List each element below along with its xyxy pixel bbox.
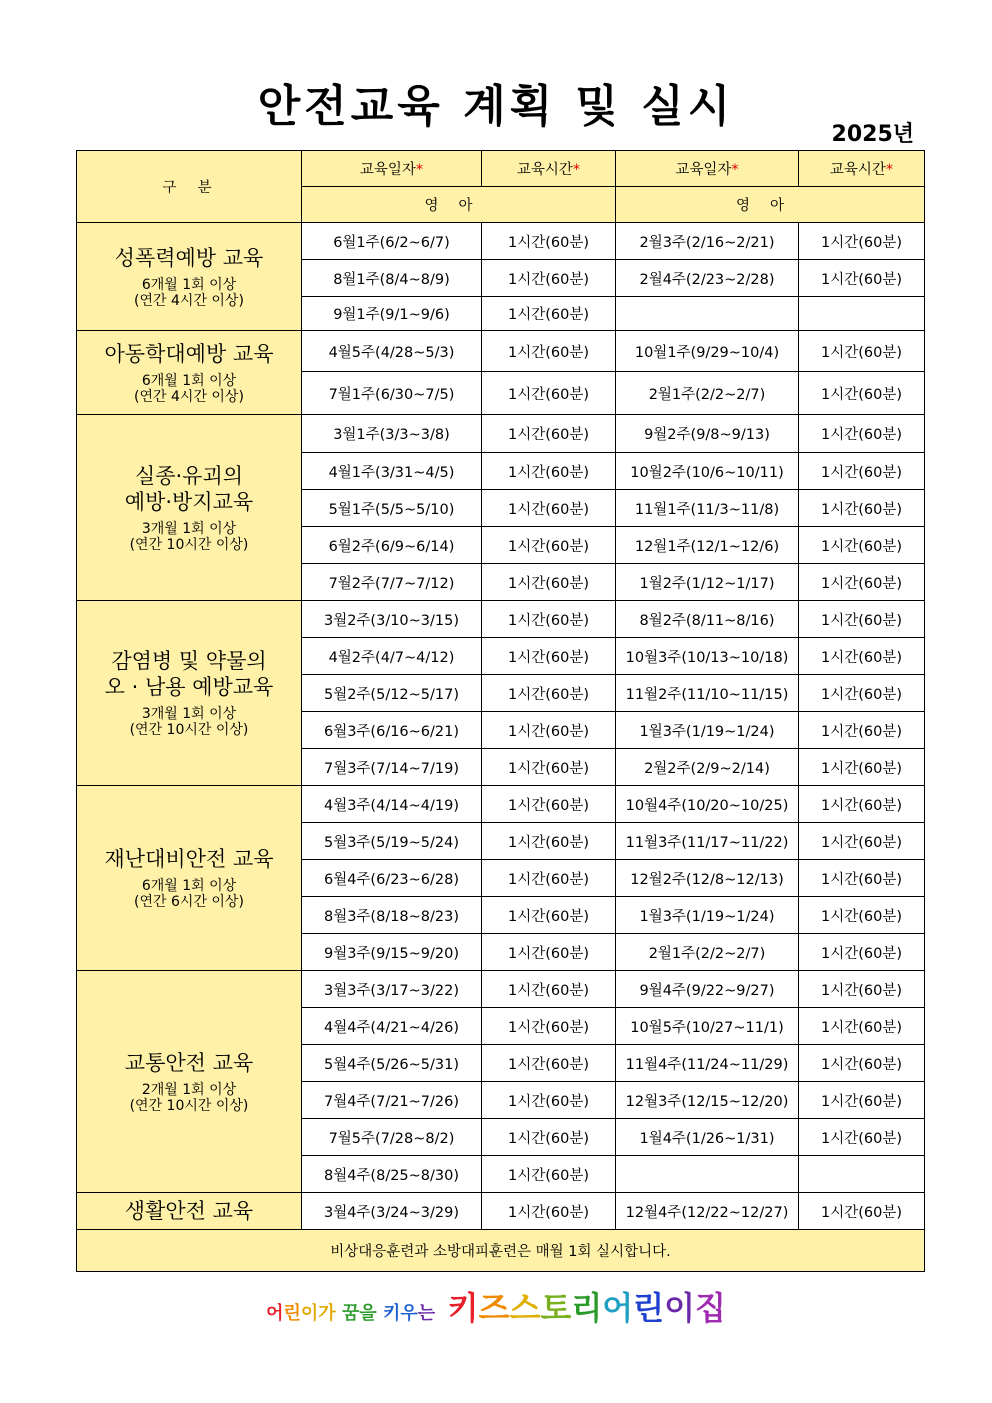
header-date-2: 교육일자*	[616, 151, 799, 187]
category-cell	[77, 971, 302, 1193]
category-name: 교통안전 교육	[124, 1050, 254, 1075]
time-cell: 1시간(60분)	[482, 823, 616, 860]
date-cell: 5월2주(5/12~5/17)	[302, 675, 482, 712]
date-cell: 10월5주(10/27~11/1)	[616, 1008, 799, 1045]
date-cell: 6월4주(6/23~6/28)	[302, 860, 482, 897]
time-cell: 1시간(60분)	[799, 1193, 925, 1230]
time-cell: 1시간(60분)	[482, 1119, 616, 1156]
category-annual-hours: (연간 10시간 이상)	[129, 536, 249, 553]
date-cell: 10월4주(10/20~10/25)	[616, 786, 799, 823]
date-cell: 1월4주(1/26~1/31)	[616, 1119, 799, 1156]
category-annual-hours: (연간 10시간 이상)	[129, 1097, 249, 1114]
time-cell: 1시간(60분)	[482, 527, 616, 564]
year-label: 2025년	[831, 122, 914, 147]
date-cell: 4월3주(4/14~4/19)	[302, 786, 482, 823]
header-time-1: 교육시간*	[482, 151, 616, 187]
date-cell: 1월3주(1/19~1/24)	[616, 897, 799, 934]
time-cell: 1시간(60분)	[799, 1082, 925, 1119]
time-cell: 1시간(60분)	[799, 786, 925, 823]
header-category: 구 분	[77, 151, 302, 223]
category-name: 아동학대예방 교육	[104, 341, 274, 366]
time-cell: 1시간(60분)	[799, 897, 925, 934]
date-cell: 7월2주(7/7~7/12)	[302, 564, 482, 601]
time-cell: 1시간(60분)	[799, 1008, 925, 1045]
date-cell: 12월2주(12/8~12/13)	[616, 860, 799, 897]
slogan-char: 는	[417, 1303, 448, 1324]
slogan-char: 이	[300, 1303, 319, 1324]
time-cell: 1시간(60분)	[482, 675, 616, 712]
slogan-char: 린	[283, 1303, 301, 1324]
slogan-char: 즈	[478, 1289, 510, 1327]
table-row	[77, 415, 925, 453]
time-cell	[799, 297, 925, 331]
category-frequency: 6개월 1회 이상	[141, 878, 237, 894]
time-cell: 1시간(60분)	[799, 1045, 925, 1082]
date-cell: 11월1주(11/3~11/8)	[616, 490, 799, 527]
date-cell: 8월3주(8/18~8/23)	[302, 897, 482, 934]
time-cell: 1시간(60분)	[482, 1045, 616, 1082]
date-cell: 10월3주(10/13~10/18)	[616, 638, 799, 675]
category-name: 재난대비안전 교육	[104, 847, 274, 871]
time-cell: 1시간(60분)	[482, 1193, 616, 1230]
category-name: 실종·유괴의	[134, 463, 244, 488]
date-cell: 12월4주(12/22~12/27)	[616, 1193, 799, 1230]
table-row	[77, 1193, 925, 1230]
category-frequency: 6개월 1회 이상	[141, 276, 237, 293]
category-frequency: 3개월 1회 이상	[141, 706, 237, 722]
slogan-char: 어	[602, 1289, 634, 1327]
category-annual-hours: (연간 4시간 이상)	[134, 292, 244, 309]
time-cell: 1시간(60분)	[482, 860, 616, 897]
time-cell: 1시간(60분)	[482, 453, 616, 490]
date-cell: 9월2주(9/8~9/13)	[616, 415, 799, 453]
date-cell: 1월3주(1/19~1/24)	[616, 712, 799, 749]
date-cell: 1월2주(1/12~1/17)	[616, 564, 799, 601]
slogan-char: 키	[382, 1303, 401, 1324]
time-cell: 1시간(60분)	[482, 297, 616, 331]
date-cell: 4월5주(4/28~5/3)	[302, 331, 482, 372]
time-cell: 1시간(60분)	[482, 749, 616, 786]
time-cell: 1시간(60분)	[799, 1119, 925, 1156]
time-cell: 1시간(60분)	[799, 712, 925, 749]
date-cell: 3월3주(3/17~3/22)	[302, 971, 482, 1008]
time-cell	[799, 1156, 925, 1193]
date-cell	[616, 1156, 799, 1193]
header-date-1: 교육일자*	[302, 151, 482, 187]
category-name-line2: 예방·방지교육	[124, 489, 254, 514]
date-cell: 6월1주(6/2~6/7)	[302, 223, 482, 260]
time-cell: 1시간(60분)	[482, 934, 616, 971]
slogan-char: 스	[509, 1289, 541, 1327]
header-group-1: 영아	[302, 187, 616, 223]
date-cell: 4월1주(3/31~4/5)	[302, 453, 482, 490]
date-cell: 11월3주(11/17~11/22)	[616, 823, 799, 860]
date-cell: 5월4주(5/26~5/31)	[302, 1045, 482, 1082]
slogan-char: 린	[633, 1289, 665, 1327]
category-annual-hours: (연간 6시간 이상)	[134, 894, 244, 910]
table-row	[77, 223, 925, 260]
time-cell: 1시간(60분)	[482, 786, 616, 823]
time-cell: 1시간(60분)	[799, 490, 925, 527]
date-cell: 3월1주(3/3~3/8)	[302, 415, 482, 453]
slogan	[0, 1283, 992, 1329]
slogan-char: 집	[695, 1289, 726, 1327]
date-cell: 9월3주(9/15~9/20)	[302, 934, 482, 971]
time-cell: 1시간(60분)	[482, 638, 616, 675]
date-cell: 8월2주(8/11~8/16)	[616, 601, 799, 638]
category-name: 감염병 및 약물의	[111, 649, 267, 673]
date-cell: 11월4주(11/24~11/29)	[616, 1045, 799, 1082]
time-cell: 1시간(60분)	[482, 490, 616, 527]
table-row	[77, 601, 925, 638]
date-cell: 6월2주(6/9~6/14)	[302, 527, 482, 564]
category-cell	[77, 1193, 302, 1230]
date-cell: 12월3주(12/15~12/20)	[616, 1082, 799, 1119]
category-frequency: 6개월 1회 이상	[141, 372, 237, 389]
education-plan-table	[76, 150, 925, 1272]
date-cell: 3월2주(3/10~3/15)	[302, 601, 482, 638]
date-cell: 4월2주(4/7~4/12)	[302, 638, 482, 675]
time-cell: 1시간(60분)	[482, 1008, 616, 1045]
date-cell: 7월3주(7/14~7/19)	[302, 749, 482, 786]
time-cell: 1시간(60분)	[799, 638, 925, 675]
slogan-char: 키	[447, 1289, 479, 1327]
time-cell: 1시간(60분)	[799, 453, 925, 490]
category-name: 생활안전 교육	[124, 1199, 254, 1223]
date-cell: 3월4주(3/24~3/29)	[302, 1193, 482, 1230]
time-cell: 1시간(60분)	[482, 1156, 616, 1193]
time-cell: 1시간(60분)	[799, 934, 925, 971]
date-cell: 7월5주(7/28~8/2)	[302, 1119, 482, 1156]
date-cell: 10월2주(10/6~10/11)	[616, 453, 799, 490]
time-cell: 1시간(60분)	[799, 749, 925, 786]
table-row	[77, 971, 925, 1008]
slogan-char: 어	[266, 1303, 284, 1324]
date-cell: 2월3주(2/16~2/21)	[616, 223, 799, 260]
time-cell: 1시간(60분)	[482, 331, 616, 372]
category-cell	[77, 223, 302, 331]
category-annual-hours: (연간 4시간 이상)	[134, 388, 244, 405]
time-cell: 1시간(60분)	[799, 564, 925, 601]
date-cell: 9월4주(9/22~9/27)	[616, 971, 799, 1008]
date-cell: 12월1주(12/1~12/6)	[616, 527, 799, 564]
time-cell: 1시간(60분)	[482, 601, 616, 638]
time-cell: 1시간(60분)	[482, 223, 616, 260]
category-cell	[77, 786, 302, 971]
time-cell: 1시간(60분)	[482, 372, 616, 415]
time-cell: 1시간(60분)	[482, 415, 616, 453]
time-cell: 1시간(60분)	[482, 971, 616, 1008]
date-cell: 2월1주(2/2~2/7)	[616, 372, 799, 415]
time-cell: 1시간(60분)	[799, 601, 925, 638]
time-cell: 1시간(60분)	[799, 971, 925, 1008]
time-cell: 1시간(60분)	[799, 260, 925, 297]
date-cell: 7월1주(6/30~7/5)	[302, 372, 482, 415]
time-cell: 1시간(60분)	[799, 860, 925, 897]
footer-notice: 비상대응훈련과 소방대피훈련은 매월 1회 실시합니다.	[77, 1230, 925, 1272]
date-cell: 6월3주(6/16~6/21)	[302, 712, 482, 749]
time-cell: 1시간(60분)	[799, 223, 925, 260]
date-cell: 2월4주(2/23~2/28)	[616, 260, 799, 297]
category-cell	[77, 331, 302, 415]
time-cell: 1시간(60분)	[482, 1082, 616, 1119]
slogan-char: 토	[540, 1289, 572, 1327]
header-group-2: 영아	[616, 187, 925, 223]
date-cell: 2월2주(2/9~2/14)	[616, 749, 799, 786]
category-cell	[77, 415, 302, 601]
date-cell: 9월1주(9/1~9/6)	[302, 297, 482, 331]
table-row	[77, 786, 925, 823]
time-cell: 1시간(60분)	[799, 527, 925, 564]
time-cell: 1시간(60분)	[482, 564, 616, 601]
date-cell: 5월3주(5/19~5/24)	[302, 823, 482, 860]
category-name-line2: 오 · 남용 예방교육	[104, 675, 274, 699]
date-cell	[616, 297, 799, 331]
time-cell: 1시간(60분)	[799, 415, 925, 453]
time-cell: 1시간(60분)	[799, 372, 925, 415]
slogan-char: 이	[664, 1289, 696, 1327]
time-cell: 1시간(60분)	[482, 897, 616, 934]
page-title: 안전교육 계획 및 실시	[257, 81, 735, 132]
slogan-char: 꿈	[341, 1303, 360, 1324]
slogan-char: 가	[318, 1303, 342, 1324]
date-cell: 8월4주(8/25~8/30)	[302, 1156, 482, 1193]
category-frequency: 2개월 1회 이상	[141, 1081, 237, 1098]
time-cell: 1시간(60분)	[482, 712, 616, 749]
date-cell: 8월1주(8/4~8/9)	[302, 260, 482, 297]
date-cell: 5월1주(5/5~5/10)	[302, 490, 482, 527]
category-annual-hours: (연간 10시간 이상)	[129, 722, 249, 738]
slogan-char: 을	[359, 1303, 383, 1324]
time-cell: 1시간(60분)	[482, 260, 616, 297]
time-cell: 1시간(60분)	[799, 675, 925, 712]
time-cell: 1시간(60분)	[799, 823, 925, 860]
header-time-2: 교육시간*	[799, 151, 925, 187]
date-cell: 4월4주(4/21~4/26)	[302, 1008, 482, 1045]
date-cell: 10월1주(9/29~10/4)	[616, 331, 799, 372]
date-cell: 2월1주(2/2~2/7)	[616, 934, 799, 971]
slogan-char: 우	[400, 1303, 418, 1324]
category-cell	[77, 601, 302, 786]
category-name: 성폭력예방 교육	[114, 245, 264, 270]
date-cell: 11월2주(11/10~11/15)	[616, 675, 799, 712]
category-frequency: 3개월 1회 이상	[141, 520, 237, 537]
time-cell: 1시간(60분)	[799, 331, 925, 372]
table-row	[77, 331, 925, 372]
date-cell: 7월4주(7/21~7/26)	[302, 1082, 482, 1119]
slogan-char: 리	[571, 1289, 603, 1327]
